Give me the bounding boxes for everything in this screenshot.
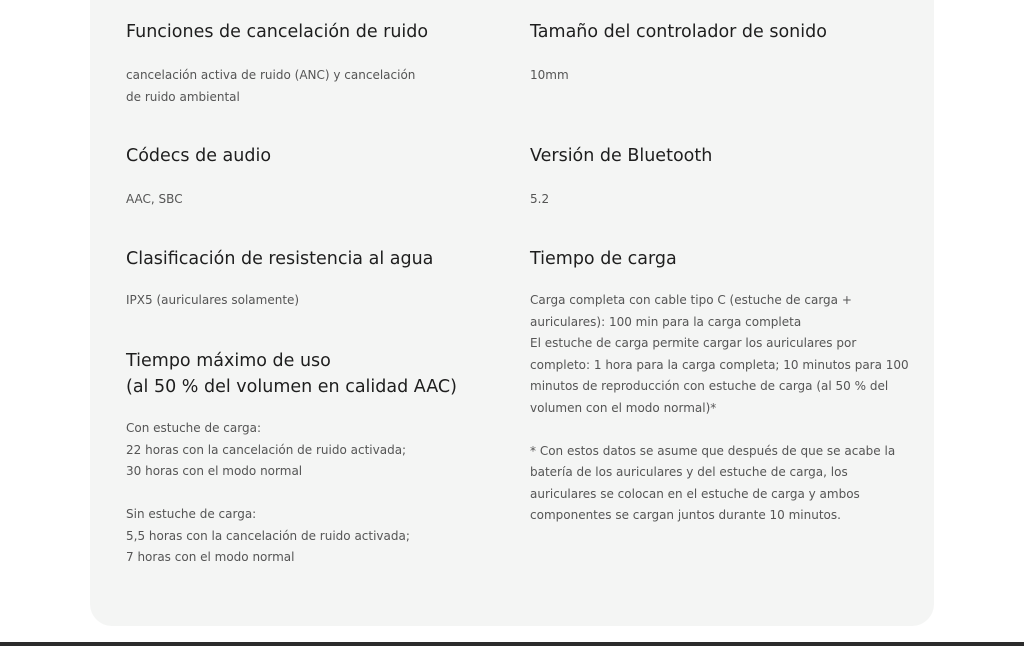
spec-audio-codecs [126, 143, 271, 211]
spec-title: Clasificación de resistencia al agua [126, 249, 434, 269]
spec-title: Tamaño del controlador de sonido [530, 22, 827, 42]
spec-max-usage-time [126, 348, 457, 569]
spec-value-line: 30 horas con el modo normal [126, 464, 303, 478]
spec-value [126, 290, 433, 312]
spec-value-line [530, 419, 909, 441]
spec-title: Versión de Bluetooth [530, 146, 713, 166]
spec-value-line: El estuche de carga permite cargar los auriculares por [530, 336, 857, 350]
spec-value-line: Con estuche de carga: [126, 421, 261, 435]
spec-value-line: 5,5 horas con la cancelación de ruido activada; [126, 528, 410, 543]
spec-title: Funciones de cancelación de ruido [126, 22, 429, 42]
spec-value-line: completo: 1 hora para la carga completa; 10 minutos para 100 [530, 357, 909, 372]
spec-title-line: (al 50 % del volumen en calidad AAC) [126, 377, 457, 397]
spec-value-line: batería de los auriculares y del estuche de carga, los [530, 465, 848, 479]
spec-value-line: AAC, SBC [126, 192, 183, 206]
spec-value-line: 7 horas con el modo normal [126, 550, 295, 564]
spec-value-line: minutos de reproducción con estuche de carga (al 50 % del [530, 379, 889, 393]
spec-value [530, 65, 827, 87]
spec-value [530, 189, 712, 211]
spec-title: Tiempo de carga [530, 249, 677, 269]
spec-value [126, 65, 428, 108]
spec-bluetooth-version [530, 143, 712, 211]
spec-value-line: Sin estuche de carga: [126, 507, 257, 521]
spec-value-line: 22 horas con la cancelación de ruido activada; [126, 442, 407, 457]
spec-value-line: cancelación activa de ruido (ANC) y cancelación [126, 68, 416, 82]
spec-value-line: componentes se cargan juntos durante 10 minutos. [530, 508, 841, 522]
spec-value [126, 189, 271, 211]
spec-value [530, 290, 909, 527]
spec-value-line: IPX5 (auriculares solamente) [126, 293, 300, 307]
spec-value [126, 418, 457, 569]
spec-value-line: auriculares se colocan en el estuche de carga y ambos [530, 486, 860, 501]
spec-value-line: Carga completa con cable tipo C (estuche de carga + [530, 293, 852, 307]
spec-value-line: * Con estos datos se asume que después de que se acabe la [530, 443, 896, 458]
spec-driver-size [530, 19, 827, 87]
bottom-divider [0, 642, 1024, 646]
spec-value-line: volumen con el modo normal)* [530, 400, 717, 415]
spec-value-line: 5.2 [530, 192, 550, 206]
spec-charge-time [530, 246, 909, 527]
spec-title [126, 348, 457, 400]
spec-value-line: 10mm [530, 68, 569, 82]
spec-title: Códecs de audio [126, 146, 272, 166]
spec-value-line: de ruido ambiental [126, 89, 240, 104]
spec-value-line [126, 483, 457, 505]
spec-water-rating [126, 246, 433, 312]
spec-noise-cancelling [126, 19, 428, 108]
spec-value-line: auriculares): 100 min para la carga completa [530, 314, 802, 329]
spec-title-line: Tiempo máximo de uso [126, 351, 331, 371]
